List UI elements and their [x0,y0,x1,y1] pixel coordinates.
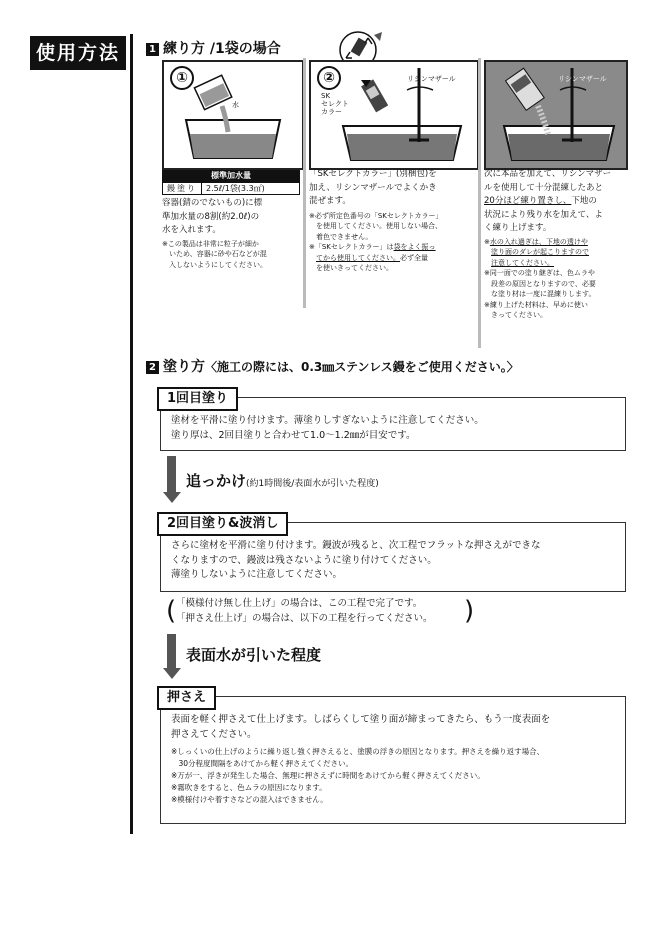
paren-open: ( [166,596,177,626]
step1-text [162,170,300,270]
section1-heading-text: 練り方 /1袋の場合 [163,41,281,57]
step1-note: 入しないようにしてください。 [162,260,267,269]
step3-line-underline: 20分ほど練り置きし、 [484,196,572,206]
arrow1-sub: (約1時間後/表面水が引いた程度) [246,479,379,489]
section2-heading-sub: 〈施工の際には、0.3㎜ステンレス鏝をご使用ください。〉 [205,360,519,374]
std-water-label: 鏝塗り [163,183,202,194]
std-water-value: 2.5ℓ/1袋(3.3㎡) [206,184,265,193]
step3-note-underline: 塗り面のダレが起こりますので [491,248,589,256]
press-note: ※霧吹きをすると、色ムラの原因になります。 [171,783,327,792]
step3-note-underline: 水の入れ過ぎは、下地の透けや [489,237,588,246]
step1-number: ① [170,66,194,90]
step2-number: ② [317,66,341,90]
sk-color-label: SK セレクト カラー [321,92,349,116]
section1-number: 1 [146,43,159,56]
step-divider [303,58,306,308]
press-note: ※模様付けや着すさなどの混入はできません。 [171,795,328,804]
step3-note: ※練り上げた材料は、早めに使い [484,300,588,309]
step2-text [309,168,475,274]
step2-note: を使いきってください。 [316,264,393,272]
step1-line: 準加水量の8割(約2.0ℓ)の [162,211,260,222]
step3-line: く練り上げます。 [484,223,552,233]
arrow2-head-icon [163,668,181,679]
finish-note-line: 「模様付け無し仕上げ」の場合は、この工程で完了です。 [176,598,423,609]
coat2-line: くなりますので、鏝波は残さないように塗り付けてください。 [171,554,437,566]
step2-line: 「SKセレクトカラー」(別梱包)を [309,169,437,179]
mixer-label: リシンマザール [558,75,607,83]
press-line: 表面を軽く押さえて仕上げます。しばらくして塗り面が締まってきたら、もう一度表面を [171,714,551,725]
coat2-title: 2回目塗り&波消し [157,512,288,536]
step3-line: ルを使用して十分混練したあと [484,182,604,193]
step1-note: いため、容器に砂や石などが混 [162,250,267,258]
coat1-title: 1回目塗り [157,387,238,411]
coat2-line: さらに塗材を平滑に塗り付けます。鏝波が残ると、次工程でフラットな押さえができな [171,540,541,551]
section-title-usage: 使用方法 [30,36,126,70]
paren-close: ) [464,596,475,626]
step2-note-underline: 袋をよく振っ [393,243,436,251]
section2-heading [146,356,519,376]
step3-note-underline: 注意してください。 [491,258,554,267]
step2-note: 着色できません。 [309,232,373,241]
finish-note-line: 「押さえ仕上げ」の場合は、以下の工程を行ってください。 [176,612,433,624]
press-box [160,696,626,824]
step1-note: ※この製品は非常に粒子が細か [162,239,259,248]
step2-note: ※「SKセレクトカラー」は [309,243,394,251]
section2-heading-text: 塗り方 [163,359,205,375]
arrow1-label: 追っかけ(約1時間後/表面水が引いた程度) [186,472,379,490]
step3-note: な塗り材は一度に混練りします。 [484,290,596,298]
step3-text: 次に本品を加えて、リシンマザー ルを使用して十分混練したあと 20分ほど練り置きし、下地の 状況により残り水を加えて、よ く練り上げます。 ※水の入れ過ぎは、下地の透けや 塗り面のダレが起こりますので 注意してください。 ※同一面での塗り継ぎは、色ムラや 段差の原因となりますので、必要 な塗り材は一度に混練りします。 ※練り上げた材料は、早めに使い きってください。 [484,168,634,321]
step3-line: 次に本品を加えて、リシンマザー [484,169,612,179]
arrow1-shaft [167,456,176,492]
step1-line: 容器(錆のでないもの)に標 [162,198,263,208]
step2-line: 加え、リシンマザールでよくかき [309,182,437,193]
section2-number: 2 [146,361,159,374]
side-rule [130,34,133,834]
std-water-header: 標準加水量 [162,170,300,182]
water-label: 水 [232,101,239,109]
step2-note: ※必ず所定色番号の「SKセレクトカラー」 [309,211,443,220]
step2-line: 混ぜます。 [309,196,351,206]
step3-line: 状況により残り水を加えて、よ [484,209,603,220]
step2-note: 必ず全量 [400,253,428,262]
std-water-row [162,182,300,195]
step3-line: 下地の [571,196,597,206]
step-divider [478,58,481,348]
step2-illustration [309,60,479,170]
mixer-label: リシンマザール [407,75,456,83]
arrow2-label: 表面水が引いた程度 [186,646,322,664]
press-note: ※万が一、浮きが発生した場合、無理に押さえずに時間をあけてから軽く押さえてください。 [171,771,485,780]
press-note: ※しっくいの仕上げのように繰り返し強く押さえると、塗膜の浮きの原因となります。押さえを繰り返す場合、 [171,747,545,756]
finish-note [176,597,433,626]
coat1-line: 塗材を平滑に塗り付けます。薄塗りしすぎないように注意してください。 [171,415,484,426]
press-line: 押さえてください。 [171,728,257,740]
step3-illustration [484,60,628,170]
step1-line: 水を入れます。 [162,225,221,235]
press-title: 押さえ [157,686,216,710]
step3-note: ※同一面での塗り継ぎは、色ムラや [484,269,595,277]
press-note: 30分程度間隔をあけてから軽く押さえてください。 [171,759,354,768]
coat2-line: 薄塗りしないように注意してください。 [171,569,343,580]
step3-note: 段差の原因となりますので、必要 [484,279,596,288]
coat1-line: 塗り厚は、2回目塗りと合わせて1.0〜1.2㎜が目安です。 [171,429,416,441]
step1-illustration [162,60,304,170]
bucket-water-illustration [164,62,302,168]
step2-note-underline: てから使用してください。 [316,253,400,262]
section1-heading [146,38,281,58]
step2-note: を使用してください。使用しない場合、 [309,222,442,230]
arrow1-head-icon [163,492,181,503]
arrow2-shaft [167,634,176,668]
step3-note: きってください。 [484,311,547,319]
